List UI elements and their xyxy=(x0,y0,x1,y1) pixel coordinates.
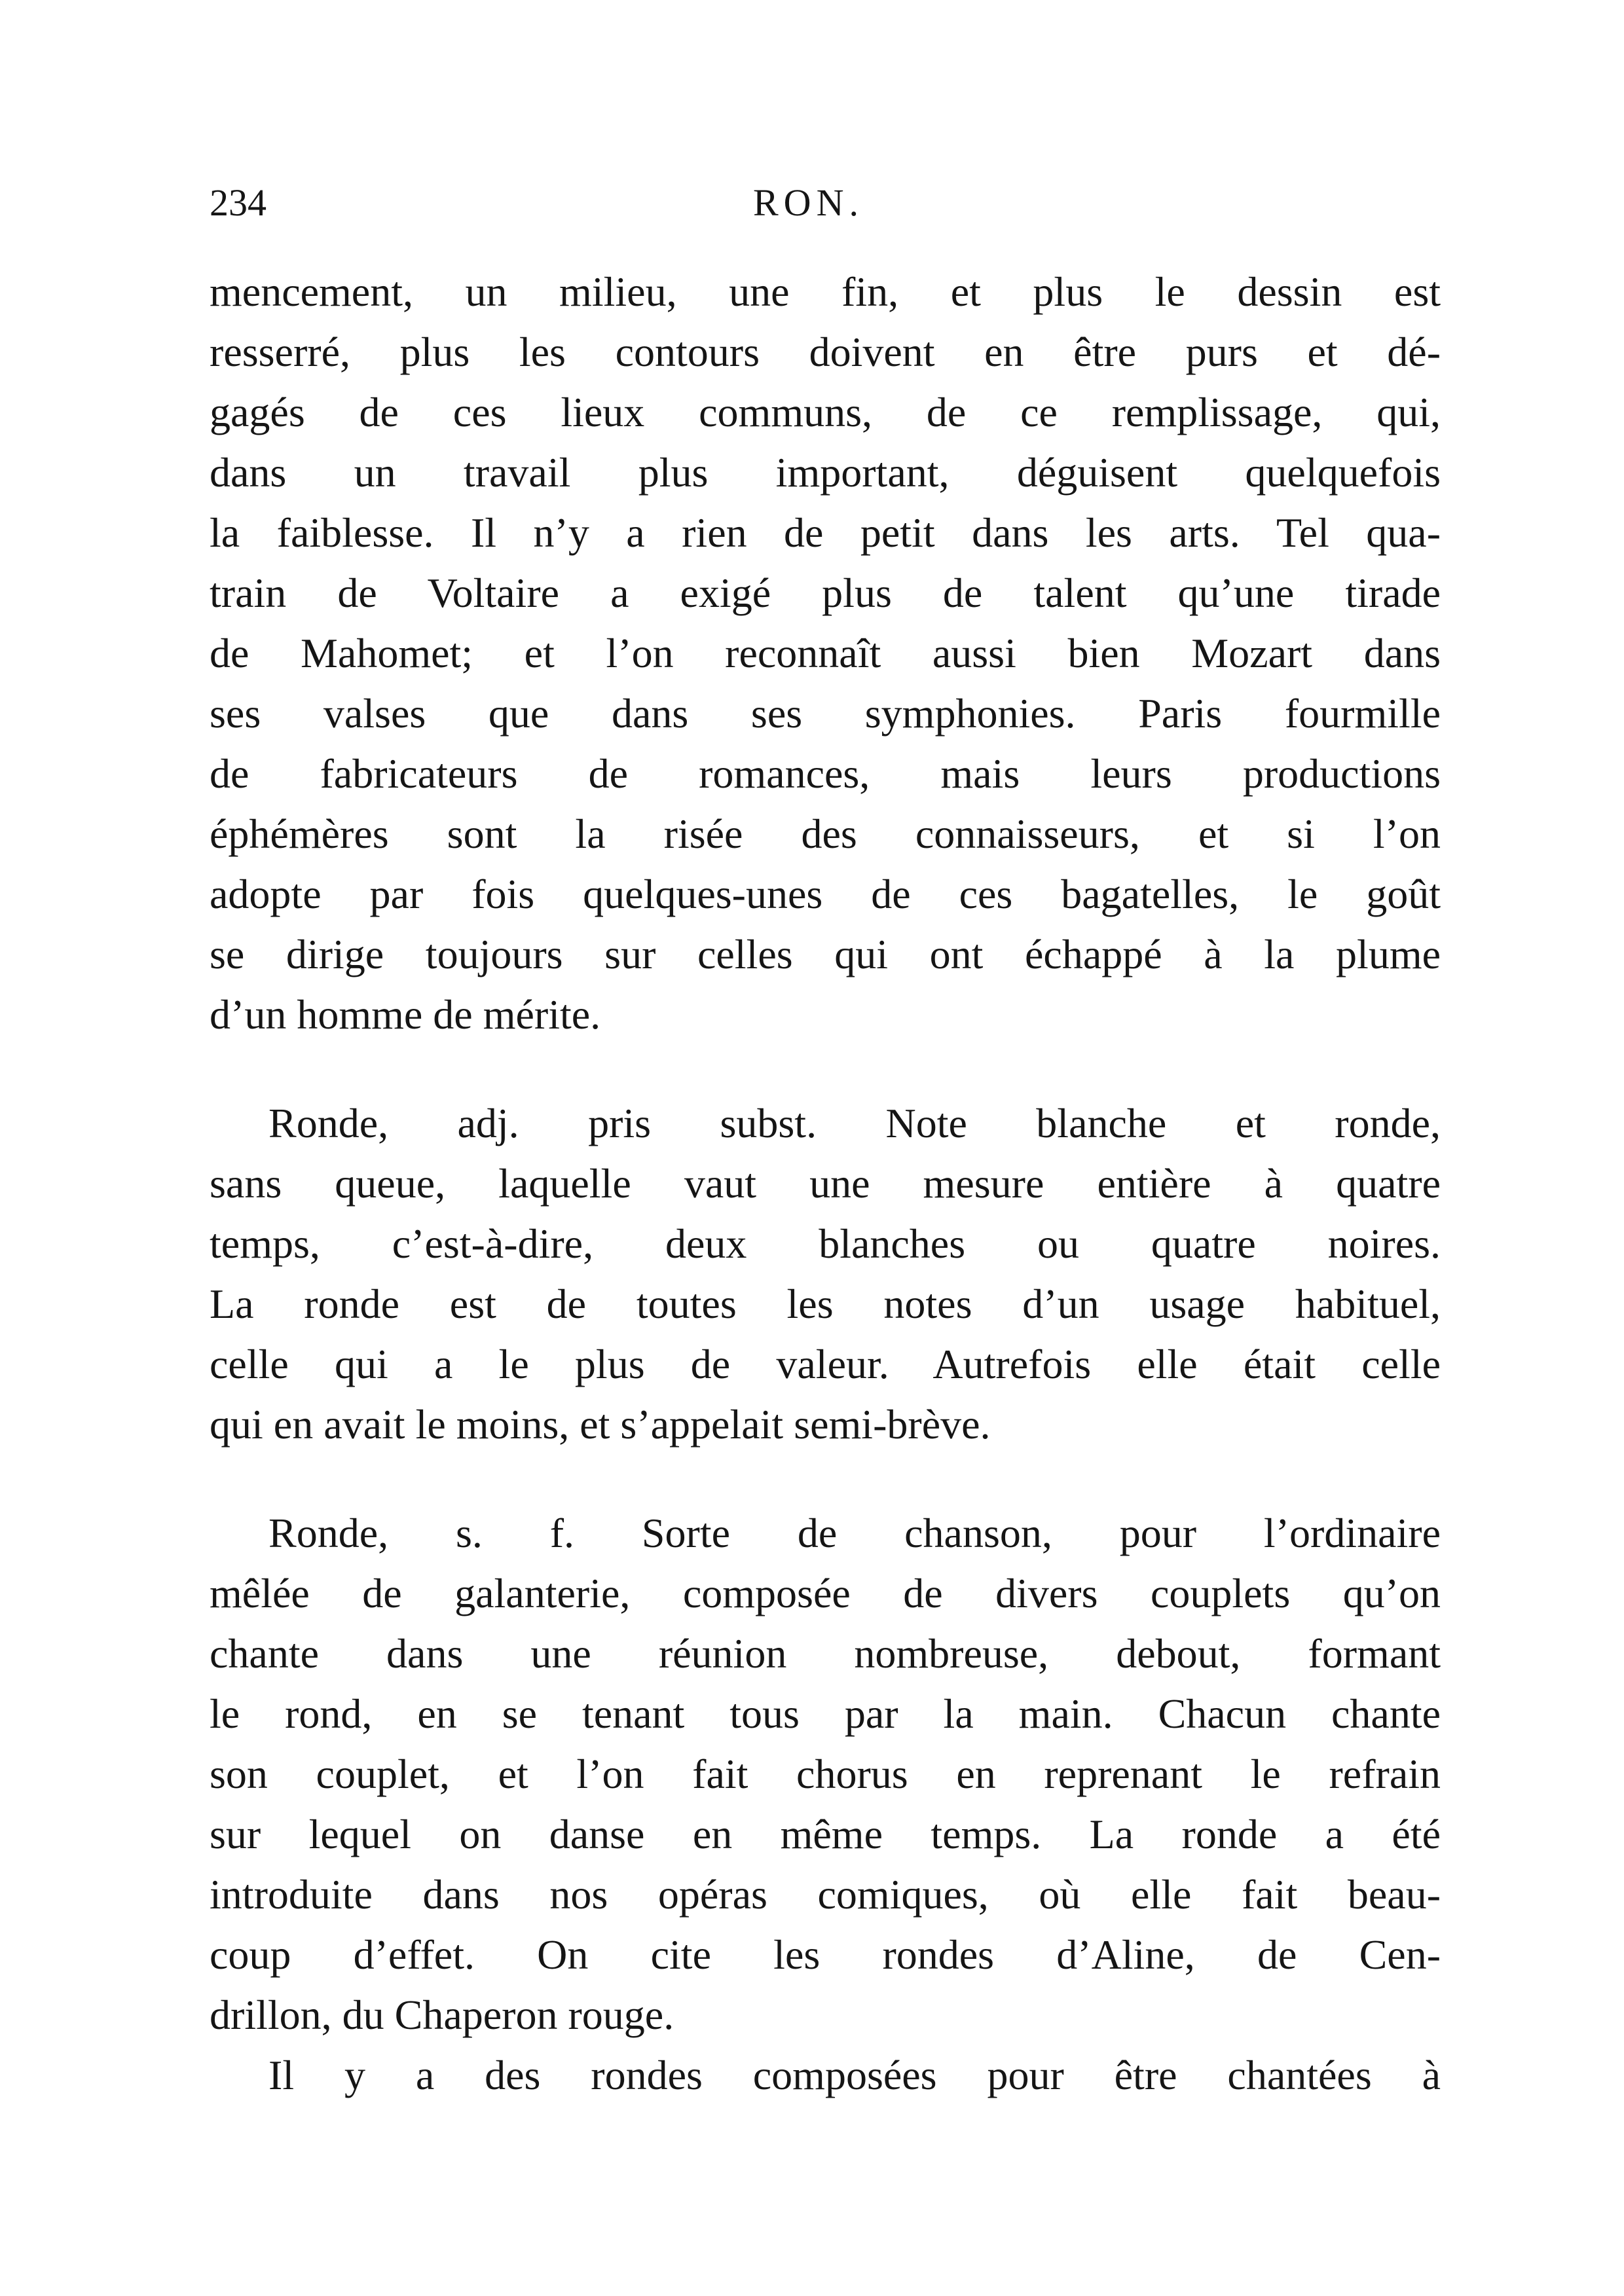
paragraph-gap xyxy=(210,1455,1441,1503)
paragraph-gap xyxy=(210,1045,1441,1093)
paragraph-rondes xyxy=(210,2045,1441,2105)
text-line: coup d’effet. On cite les rondes d’Aline, de Cen- xyxy=(210,1931,1441,1978)
text-line: Ronde, s. f. Sorte de chanson, pour l’ordinaire xyxy=(268,1510,1441,1556)
text-line: introduite dans nos opéras comiques, où elle fait beau- xyxy=(210,1871,1441,1918)
body-text xyxy=(210,262,1441,2105)
paragraph-continuation xyxy=(210,262,1441,1045)
entry-ronde-note xyxy=(210,1093,1441,1455)
text-line: mêlée de galanterie, composée de divers couplets qu’on xyxy=(210,1570,1441,1616)
text-line: qui en avait le moins, et s’appelait semi-brève. xyxy=(210,1401,991,1448)
text-line: resserré, plus les contours doivent en être purs et dé- xyxy=(210,329,1441,375)
page-number: 234 xyxy=(210,181,267,224)
running-head xyxy=(210,177,1441,229)
text-line: chante dans une réunion nombreuse, debout, formant xyxy=(210,1630,1441,1677)
text-line: ses valses que dans ses symphonies. Paris fourmille xyxy=(210,690,1441,737)
text-line: train de Voltaire a exigé plus de talent qu’une tirade xyxy=(210,570,1441,616)
entry-ronde-chanson xyxy=(210,1503,1441,2045)
text-line: sur lequel on danse en même temps. La ronde a été xyxy=(210,1811,1441,1857)
text-line: La ronde est de toutes les notes d’un usage habituel, xyxy=(210,1281,1441,1327)
text-line: son couplet, et l’on fait chorus en reprenant le refrain xyxy=(210,1751,1441,1797)
text-line: mencement, un milieu, une fin, et plus le dessin est xyxy=(210,268,1441,315)
text-line: temps, c’est-à-dire, deux blanches ou quatre noires. xyxy=(210,1220,1441,1267)
text-line: adopte par fois quelques-unes de ces bagatelles, le goût xyxy=(210,871,1441,917)
text-line: de fabricateurs de romances, mais leurs productions xyxy=(210,750,1441,797)
text-line: se dirige toujours sur celles qui ont échappé à la plume xyxy=(210,931,1441,977)
text-line: Il y a des rondes composées pour être chantées à xyxy=(268,2052,1441,2098)
running-title: RON. xyxy=(753,181,864,224)
text-line: Ronde, adj. pris subst. Note blanche et ronde, xyxy=(268,1100,1441,1146)
text-line: le rond, en se tenant tous par la main. Chacun chante xyxy=(210,1690,1441,1737)
text-line: dans un travail plus important, déguisent quelquefois xyxy=(210,449,1441,496)
text-line: la faiblesse. Il n’y a rien de petit dans les arts. Tel qua- xyxy=(210,509,1441,556)
text-line: gagés de ces lieux communs, de ce remplissage, qui, xyxy=(210,389,1441,435)
text-line: éphémères sont la risée des connaisseurs, et si l’on xyxy=(210,811,1441,857)
text-line: d’un homme de mérite. xyxy=(210,991,601,1038)
text-line: celle qui a le plus de valeur. Autrefois elle était celle xyxy=(210,1341,1441,1387)
text-line: drillon, du Chaperon rouge. xyxy=(210,1992,674,2038)
text-line: sans queue, laquelle vaut une mesure entière à quatre xyxy=(210,1160,1441,1207)
text-line: de Mahomet; et l’on reconnaît aussi bien Mozart dans xyxy=(210,630,1441,676)
